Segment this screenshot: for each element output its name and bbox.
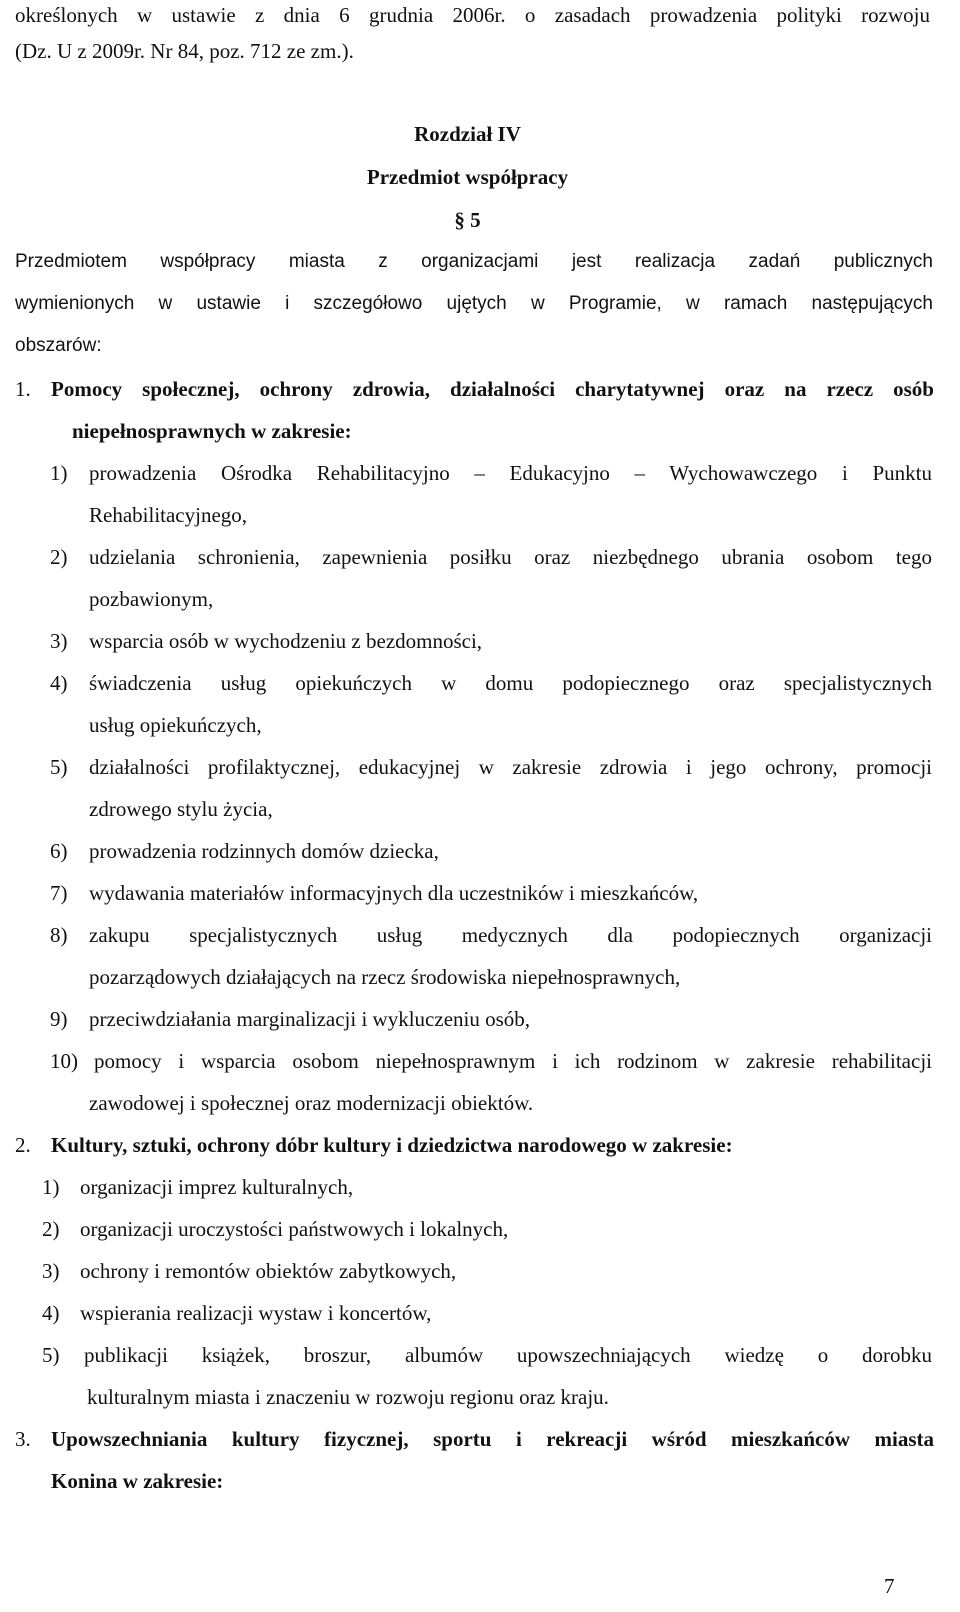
item-number: 10): [50, 1049, 78, 1073]
list-item-line: pozarządowych działających na rzecz środowiska niepełnosprawnych,: [89, 965, 681, 989]
area-1-number: 1.: [15, 377, 31, 401]
item-number: 2): [42, 1217, 60, 1241]
list-item-line: zdrowego stylu życia,: [89, 797, 273, 821]
item-number: 6): [50, 839, 68, 863]
list-item-line: Rehabilitacyjnego,: [89, 503, 248, 527]
list-item-line: publikacji książek, broszur, albumów upowszechniających wiedzę o dorobku: [84, 1343, 932, 1367]
list-item-line: usług opiekuńczych,: [89, 713, 262, 737]
item-number: 8): [50, 923, 68, 947]
item-number: 1): [42, 1175, 60, 1199]
list-item-line: świadczenia usług opiekuńczych w domu podopiecznego oraz specjalistycznych: [89, 671, 932, 695]
paragraph-line-3: obszarów:: [15, 335, 102, 356]
item-number: 3): [42, 1259, 60, 1283]
list-item-line: wsparcia osób w wychodzeniu z bezdomności,: [89, 629, 483, 653]
area-2-number: 2.: [15, 1133, 31, 1157]
area-3-number: 3.: [15, 1427, 31, 1451]
chapter-subtitle: Przedmiot współpracy: [366, 165, 569, 189]
item-number: 7): [50, 881, 68, 905]
list-item-line: wspierania realizacji wystaw i koncertów,: [80, 1301, 432, 1325]
area-2-heading: Kultury, sztuki, ochrony dóbr kultury i dziedzictwa narodowego w zakresie:: [51, 1133, 733, 1157]
area-1-heading-line-2: niepełnosprawnych w zakresie:: [72, 419, 352, 443]
list-item-line: zawodowej i społecznej oraz modernizacji obiektów.: [89, 1091, 534, 1115]
chapter-title: Rozdział IV: [414, 122, 521, 146]
section-sign: § 5: [454, 208, 481, 232]
item-number: 1): [50, 461, 68, 485]
paragraph-line-2: wymienionych w ustawie i szczegółowo ujętych w Programie, w ramach następujących: [15, 293, 933, 314]
intro-line-2: (Dz. U z 2009r. Nr 84, poz. 712 ze zm.).: [15, 39, 354, 63]
area-3-heading-line-2: Konina w zakresie:: [51, 1469, 224, 1493]
item-number: 9): [50, 1007, 68, 1031]
area-1-heading-line-1: Pomocy społecznej, ochrony zdrowia, działalności charytatywnej oraz na rzecz osób: [51, 377, 934, 401]
list-item-line: ochrony i remontów obiektów zabytkowych,: [80, 1259, 457, 1283]
list-item-line: pomocy i wsparcia osobom niepełnosprawnym i ich rodzinom w zakresie rehabilitacji: [94, 1049, 932, 1073]
list-item-line: zakupu specjalistycznych usług medycznych dla podopiecznych organizacji: [89, 923, 932, 947]
list-item-line: organizacji uroczystości państwowych i lokalnych,: [80, 1217, 509, 1241]
item-number: 5): [50, 755, 68, 779]
item-number: 5): [42, 1343, 60, 1367]
list-item-line: prowadzenia Ośrodka Rehabilitacyjno – Edukacyjno – Wychowawczego i Punktu: [89, 461, 932, 485]
page-number: 7: [884, 1574, 895, 1598]
list-item-line: udzielania schronienia, zapewnienia posiłku oraz niezbędnego ubrania osobom tego: [89, 545, 932, 569]
list-item-line: pozbawionym,: [89, 587, 214, 611]
list-item-line: kulturalnym miasta i znaczeniu w rozwoju regionu oraz kraju.: [87, 1385, 609, 1409]
list-item-line: prowadzenia rodzinnych domów dziecka,: [89, 839, 439, 863]
paragraph-line-1: Przedmiotem współpracy miasta z organizacjami jest realizacja zadań publicznych: [15, 251, 933, 272]
item-number: 3): [50, 629, 68, 653]
item-number: 2): [50, 545, 68, 569]
list-item-line: wydawania materiałów informacyjnych dla uczestników i mieszkańców,: [89, 881, 699, 905]
item-number: 4): [50, 671, 68, 695]
item-number: 4): [42, 1301, 60, 1325]
intro-line-1: określonych w ustawie z dnia 6 grudnia 2006r. o zasadach prowadzenia polityki rozwoju: [15, 3, 930, 27]
list-item-line: działalności profilaktycznej, edukacyjnej w zakresie zdrowia i jego ochrony, promocji: [89, 755, 932, 779]
list-item-line: przeciwdziałania marginalizacji i wykluczeniu osób,: [89, 1007, 531, 1031]
area-3-heading-line-1: Upowszechniania kultury fizycznej, sportu i rekreacji wśród mieszkańców miasta: [51, 1427, 934, 1451]
list-item-line: organizacji imprez kulturalnych,: [80, 1175, 354, 1199]
